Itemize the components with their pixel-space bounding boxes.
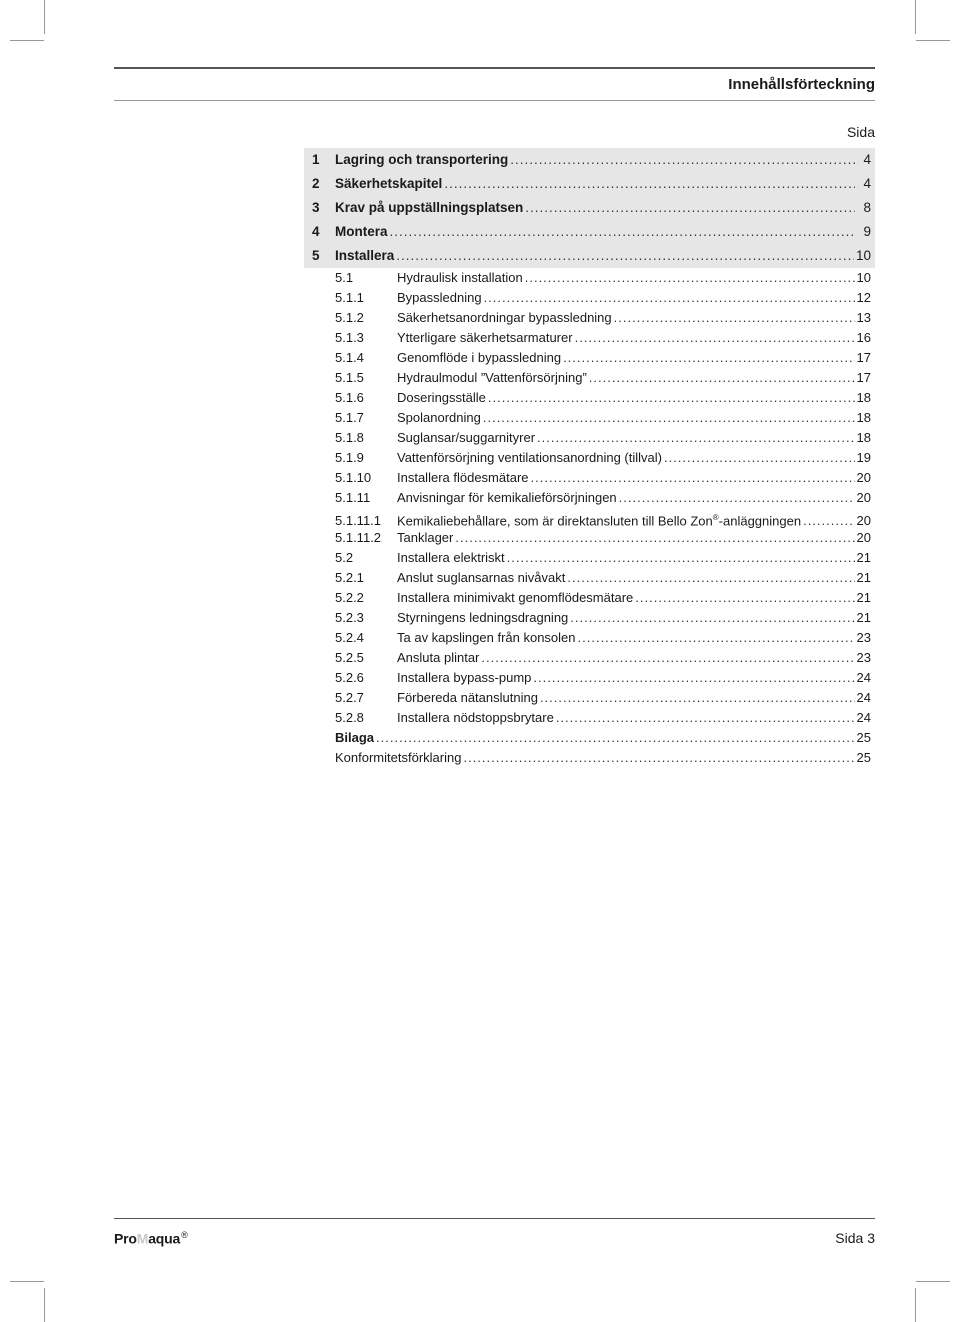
toc-entry-subsection[interactable] [304, 448, 875, 468]
toc-entry-number: 5.2.6 [335, 670, 364, 685]
toc-entry-page: 24 [856, 690, 871, 705]
promaqua-logo [114, 1230, 188, 1247]
dot-leader [540, 688, 855, 708]
toc-entry-title [397, 608, 568, 628]
toc-entry-subsection[interactable] [304, 328, 875, 348]
toc-entry-title-text: Hydraulisk installation [397, 270, 523, 285]
toc-entry-subsection[interactable] [304, 608, 875, 628]
header-rule [114, 67, 875, 69]
toc-entry-title: Bilaga [335, 730, 375, 745]
toc-entry-title-text: Hydraulmodul ”Vattenförsörjning” [397, 370, 587, 385]
toc-entry-title-text: Genomflöde i bypassledning [397, 350, 562, 365]
toc-entry-page: 18 [856, 410, 871, 425]
toc-entry-number: 5.2.4 [335, 630, 364, 645]
toc-entry-chapter[interactable] [304, 220, 875, 244]
toc-entry-number: 5.1.11.2 [335, 530, 382, 545]
toc-entry-title [397, 408, 481, 428]
registered-mark: ® [181, 1230, 188, 1240]
toc-entry-page: 24 [856, 670, 871, 685]
logo-m: M [136, 1230, 149, 1247]
toc-entry-number: 5.2.3 [335, 610, 364, 625]
toc-entry-page: 18 [856, 390, 871, 405]
toc-entry-title-text: Installera bypass-pump [397, 670, 532, 685]
toc-entry-number: 5.1.10 [335, 470, 372, 485]
toc-entry-page: 25 [856, 730, 871, 745]
toc-entry-title [397, 288, 482, 308]
dot-leader [507, 548, 855, 568]
toc-entry-page: 19 [856, 450, 871, 465]
page-number: Sida 3 [835, 1230, 875, 1246]
toc-entry-title [397, 348, 561, 368]
dot-leader [396, 244, 854, 268]
dot-leader [525, 196, 855, 220]
toc-entry-subsection[interactable] [304, 488, 875, 508]
dot-leader [664, 448, 855, 468]
toc-entry-page: 21 [856, 590, 871, 605]
toc-entry-number: 5.2.2 [335, 590, 364, 605]
toc-entry-title [397, 368, 587, 388]
toc-entry-title [397, 528, 453, 548]
dot-leader [531, 468, 855, 488]
toc-entry-title [397, 428, 535, 448]
toc-entry-title [397, 388, 486, 408]
toc-entry-number: 5.2 [335, 550, 354, 565]
dot-leader [537, 428, 855, 448]
toc-chapters [304, 148, 875, 268]
toc-entry-number: 5.1.7 [335, 410, 364, 425]
dot-leader [563, 348, 854, 368]
dot-leader [635, 588, 854, 608]
toc-entry-number: 5.1 [335, 270, 354, 285]
toc-entry-chapter[interactable] [304, 244, 875, 268]
toc-entry-subsection[interactable] [304, 648, 875, 668]
toc-entry-title: Installera [335, 248, 395, 263]
toc-entry-subsection[interactable] [304, 628, 875, 648]
toc-entry-subsection[interactable] [304, 568, 875, 588]
toc-entry-title: Lagring och transportering [335, 152, 509, 167]
toc-entry-page: 24 [856, 710, 871, 725]
toc-entry-subsection[interactable] [304, 388, 875, 408]
toc-entry-subsection[interactable] [304, 368, 875, 388]
dot-leader [484, 288, 855, 308]
toc-entry-appendix[interactable] [304, 748, 875, 768]
toc-entry-number: 5.2.5 [335, 650, 364, 665]
toc-entry-subsection[interactable] [304, 548, 875, 568]
toc-entry-appendix[interactable] [304, 728, 875, 748]
toc-entry-title-text: Ansluta plintar [397, 650, 480, 665]
toc-entry-page: 10 [856, 270, 871, 285]
dot-leader [390, 220, 855, 244]
toc-entry-number: 5.1.4 [335, 350, 364, 365]
toc-entry-title-text: Installera flödesmätare [397, 470, 529, 485]
toc-entry-title-text: Säkerhetsanordningar bypassledning [397, 310, 612, 325]
dot-leader [533, 668, 854, 688]
toc-entry-number: 1 [312, 152, 320, 167]
toc-entry-page: 20 [856, 530, 871, 545]
page-column-label: Sida [846, 124, 875, 140]
toc-entry-number: 2 [312, 176, 320, 191]
dot-leader [525, 268, 855, 288]
toc-entry-number: 5.1.11.1 [335, 513, 382, 529]
dot-leader [556, 708, 855, 728]
toc-entry-chapter[interactable] [304, 196, 875, 220]
toc-entry-title-text: Installera nödstoppsbrytare [397, 710, 554, 725]
toc-entry-page: 20 [856, 470, 871, 485]
header-divider [114, 100, 875, 101]
toc-entry-title-text: Bypassledning [397, 290, 482, 305]
toc-entry-number: 5.2.7 [335, 690, 364, 705]
toc-entry-title-text: Vattenförsörjning ventilationsanordning (tillval) [397, 450, 662, 465]
toc-entry-title [397, 328, 573, 348]
toc-entry-page: 23 [856, 630, 871, 645]
toc-entry-title: Montera [335, 224, 388, 239]
toc-entry-subsection[interactable] [304, 308, 875, 328]
toc-entry-subsection[interactable] [304, 508, 875, 528]
dot-leader [570, 608, 854, 628]
toc-entry-page: 18 [856, 430, 871, 445]
toc-entry-title: Säkerhetskapitel [335, 176, 443, 191]
toc-entry-subsection[interactable] [304, 668, 875, 688]
dot-leader [444, 172, 855, 196]
toc-entry-title [397, 628, 576, 648]
toc-entry-page: 9 [863, 224, 871, 239]
toc-entry-title-text: Installera elektriskt [397, 550, 505, 565]
toc-entry-page: 21 [856, 610, 871, 625]
logo-pro: Pro [114, 1230, 137, 1247]
toc-entry-title [397, 668, 531, 688]
toc-entry-page: 4 [863, 152, 871, 167]
toc-entry-title-text: Ta av kapslingen från konsolen [397, 630, 576, 645]
dot-leader [455, 528, 854, 548]
toc-entry-title [397, 488, 617, 508]
dot-leader [488, 388, 855, 408]
toc-entry-page: 10 [855, 248, 871, 263]
toc-entry-number: 5.1.9 [335, 450, 364, 465]
toc-entry-number: 5.2.1 [335, 570, 364, 585]
dot-leader [510, 148, 855, 172]
toc-entry-page: 20 [856, 513, 871, 529]
toc-entry-chapter[interactable] [304, 148, 875, 172]
toc-entry-page: 25 [856, 750, 871, 765]
toc-entry-subsection[interactable] [304, 428, 875, 448]
dot-leader [483, 408, 855, 428]
toc-entry-subsection[interactable] [304, 708, 875, 728]
dot-leader [578, 628, 855, 648]
toc-entry-subsection[interactable] [304, 268, 875, 288]
toc-entry-title-text: Anvisningar för kemikalieförsörjningen [397, 490, 617, 505]
toc-entry-page: 4 [863, 176, 871, 191]
toc-entry-title-text: Förbereda nätanslutning [397, 690, 538, 705]
toc-entry-title-suffix: -anläggningen [718, 513, 802, 529]
toc-entry-page: 17 [856, 350, 871, 365]
dot-leader [614, 308, 855, 328]
toc-entry-title-text: Styrningens ledningsdragning [397, 610, 569, 625]
toc-entry-number: 5.1.3 [335, 330, 364, 345]
toc-entry-number: 5.1.8 [335, 430, 364, 445]
toc-entry-number: 5.1.6 [335, 390, 364, 405]
toc-entry-title: Konformitetsförklaring [335, 750, 462, 765]
toc-entry-number: 5 [312, 248, 320, 263]
toc-entry-page: 17 [856, 370, 871, 385]
toc-entry-number: 5.1.11 [335, 490, 371, 505]
crop-mark [44, 0, 45, 34]
toc-entry-subsection[interactable] [304, 348, 875, 368]
toc-entry-number: 3 [312, 200, 320, 215]
toc-entry-title [397, 648, 479, 668]
toc-entry-title [397, 588, 633, 608]
dot-leader [481, 648, 854, 668]
toc-entry-title [397, 708, 554, 728]
toc-entry-subsection[interactable] [304, 688, 875, 708]
toc-entry-title [397, 468, 529, 488]
toc-entry-page: 21 [856, 570, 871, 585]
toc-entry-page: 20 [856, 490, 871, 505]
toc-entry-number: 5.1.2 [335, 310, 364, 325]
dot-leader [575, 328, 855, 348]
toc-subsections [304, 268, 875, 728]
toc-entry-subsection[interactable] [304, 588, 875, 608]
toc-entry-title-text: Installera minimivakt genomflödesmätare [397, 590, 634, 605]
toc-entry-title-text: Ytterligare säkerhetsarmaturer [397, 330, 573, 345]
crop-mark [915, 0, 916, 34]
dot-leader [619, 488, 855, 508]
toc-entry-number: 5.1.5 [335, 370, 364, 385]
page-title: Innehållsförteckning [728, 76, 875, 93]
dot-leader [376, 728, 855, 748]
crop-mark [916, 40, 950, 41]
toc-entry-title [397, 448, 662, 468]
toc-entry-title-text: Spolanordning [397, 410, 481, 425]
toc-entry-number: 5.2.8 [335, 710, 364, 725]
toc-entry-page: 12 [856, 290, 871, 305]
toc-entry-title-text: Doseringsställe [397, 390, 486, 405]
toc-entry-subsection[interactable] [304, 468, 875, 488]
toc-entry-title [397, 688, 538, 708]
toc-entry-title-text: Tanklager [397, 530, 454, 545]
crop-mark [10, 1281, 44, 1282]
toc-entry-title [397, 548, 505, 568]
crop-mark [44, 1288, 45, 1322]
toc-entry-subsection[interactable] [304, 408, 875, 428]
crop-mark [915, 1288, 916, 1322]
dot-leader [589, 368, 855, 388]
table-of-contents [304, 148, 875, 768]
crop-mark [916, 1281, 950, 1282]
toc-entry-number: 4 [312, 224, 320, 239]
toc-entry-title [397, 568, 565, 588]
logo-aqua: aqua [148, 1230, 181, 1247]
toc-entry-page: 23 [856, 650, 871, 665]
toc-entry-title-text: Kemikaliebehållare, som är direktansluten till Bello Zon [397, 513, 713, 529]
toc-entry-number: 5.1.1 [335, 290, 364, 305]
toc-entry-title-text: Suglansar/suggarnityrer [397, 430, 536, 445]
toc-entry-title-text: Anslut suglansarnas nivåvakt [397, 570, 566, 585]
toc-entry-page: 16 [856, 330, 871, 345]
crop-mark [10, 40, 44, 41]
dot-leader [567, 568, 854, 588]
toc-entry-page: 21 [856, 550, 871, 565]
toc-appendix [304, 728, 875, 768]
registered-mark: ® [712, 513, 719, 522]
toc-entry-subsection[interactable] [304, 528, 875, 548]
toc-entry-page: 8 [863, 200, 871, 215]
toc-entry-chapter[interactable] [304, 172, 875, 196]
toc-entry-subsection[interactable] [304, 288, 875, 308]
footer-rule [114, 1218, 875, 1219]
toc-entry-title [397, 268, 523, 288]
toc-entry-title [397, 308, 612, 328]
toc-entry-page: 13 [856, 310, 871, 325]
dot-leader [463, 748, 854, 768]
toc-entry-title: Krav på uppställningsplatsen [335, 200, 524, 215]
